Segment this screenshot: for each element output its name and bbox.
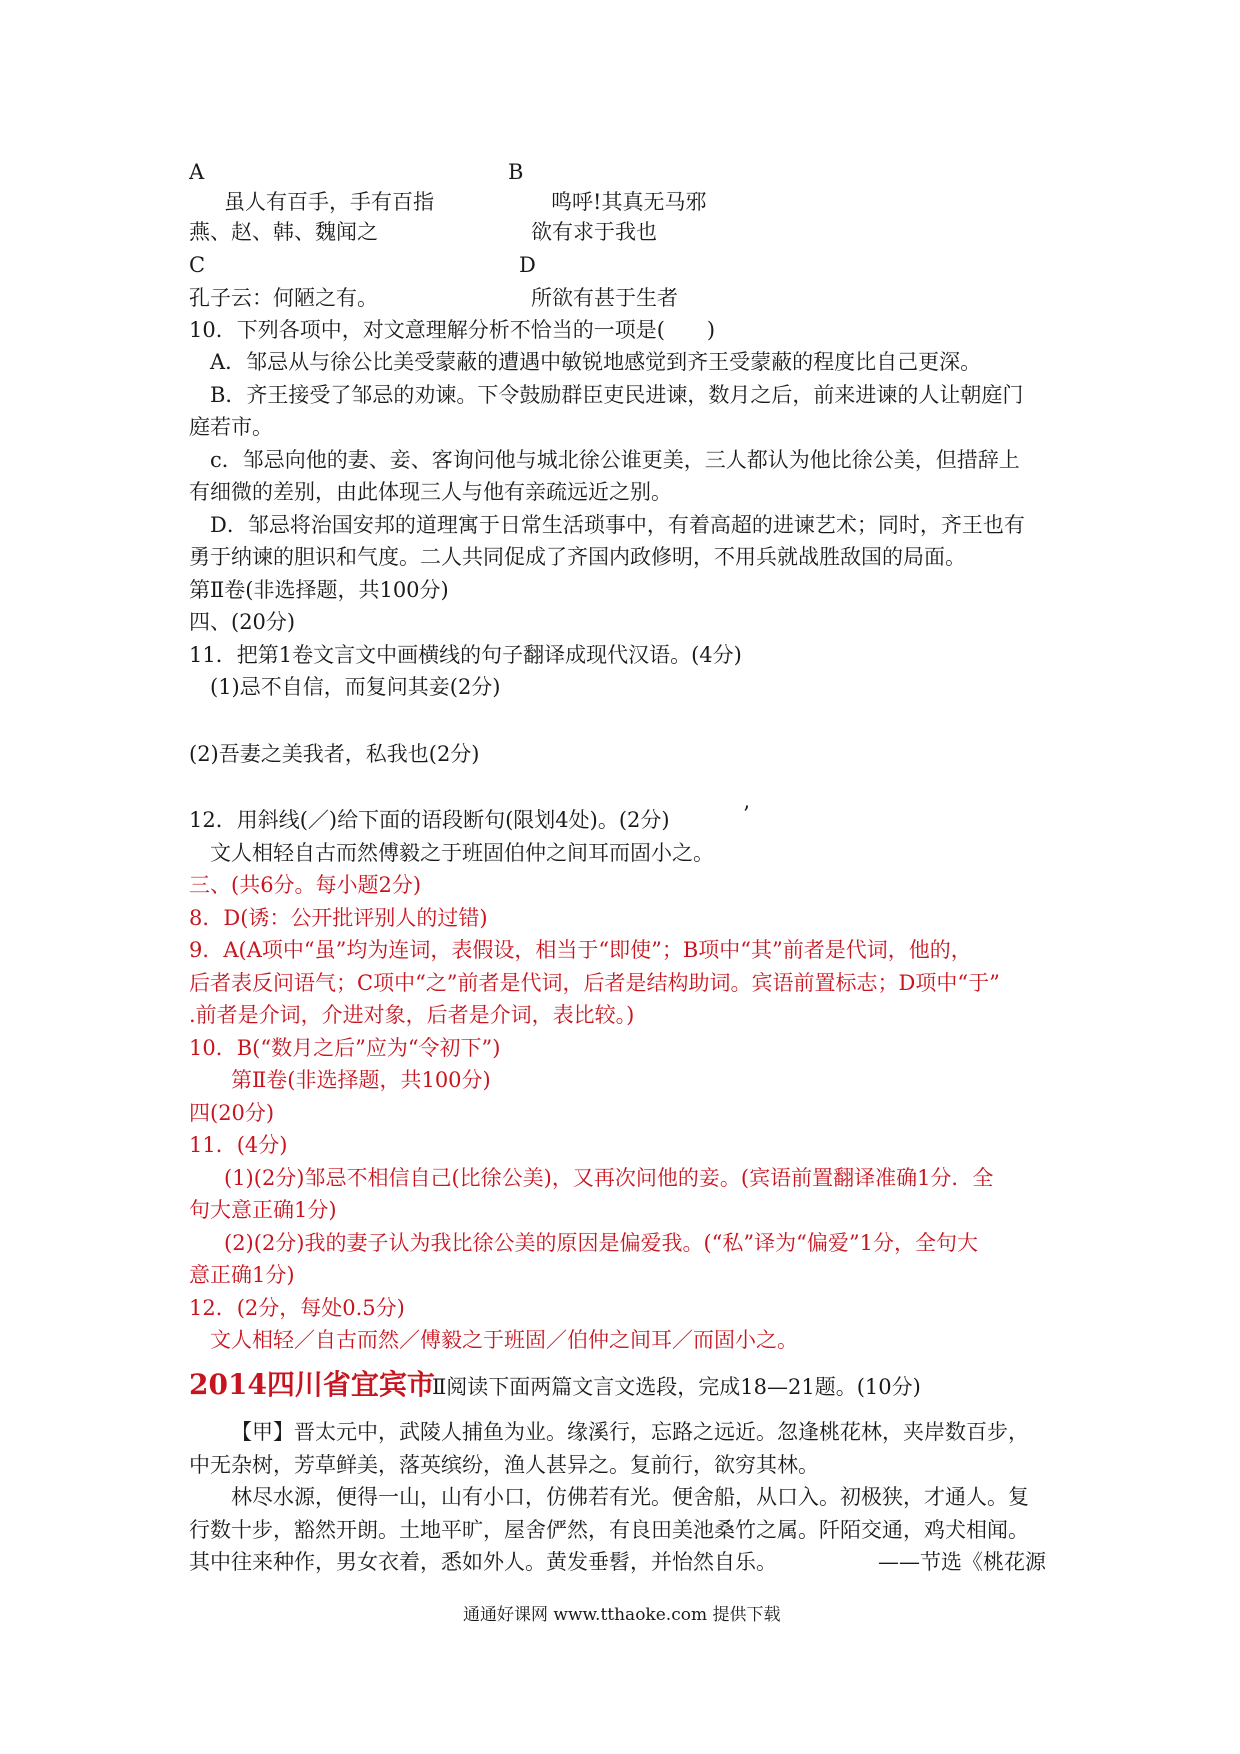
answer-9-line-2: 后者表反问语气；C项中“之”前者是代词，后者是结构助词。宾语前置标志；D项中“于” bbox=[189, 971, 1000, 995]
option-a-line-1: 虽人有百手，手有百指 bbox=[224, 190, 434, 214]
option-label-d: D bbox=[519, 253, 536, 277]
q12-text: 文人相轻自古而然傅毅之于班固伯仲之间耳而固小之。 bbox=[210, 841, 714, 865]
q10-stem: 10．下列各项中，对文意理解分析不恰当的一项是( ) bbox=[189, 318, 716, 342]
option-label-b: B bbox=[508, 160, 524, 184]
passage-source: ——节选《桃花源 bbox=[878, 1550, 1046, 1574]
option-label-a: A bbox=[189, 160, 205, 184]
answer-12: 12．(2分，每处0.5分) bbox=[189, 1296, 405, 1320]
passage-para2-line-2: 行数十步，豁然开朗。土地平旷，屋舍俨然，有良田美池桑竹之属。阡陌交通，鸡犬相闻。 bbox=[189, 1518, 1029, 1542]
option-b-line-1: 鸣呼!其真无马邪 bbox=[551, 190, 707, 214]
option-b-line-2: 欲有求于我也 bbox=[531, 220, 657, 244]
q11-sub-1: (1)忌不自信，而复问其妾(2分) bbox=[210, 675, 501, 699]
option-a-line-2: 燕、赵、韩、魏闻之 bbox=[189, 220, 378, 244]
passage-para2-line-3: 其中往来种作，男女衣着，悉如外人。黄发垂髫，并怡然自乐。 bbox=[189, 1550, 777, 1574]
q11-sub-2: (2)吾妻之美我者，私我也(2分) bbox=[189, 742, 480, 766]
answer-12-text: 文人相轻／自古而然／傅毅之于班固／伯仲之间耳／而固小之。 bbox=[210, 1328, 798, 1352]
q12-stray-mark: ’ bbox=[743, 802, 750, 826]
q10-option-d-line-1: D．邹忌将治国安邦的道理寓于日常生活琐事中，有着高超的进谏艺术；同时，齐王也有 bbox=[210, 513, 1025, 537]
part2-heading: 第Ⅱ卷(非选择题，共100分) bbox=[189, 578, 449, 602]
page-footer: 通通好课网 www.tthaoke.com 提供下载 bbox=[463, 1605, 781, 1625]
yibin-instruction: Ⅱ阅读下面两篇文言文选段，完成18—21题。(10分) bbox=[432, 1375, 921, 1399]
option-label-c: C bbox=[189, 253, 206, 277]
section-4-heading: 四、(20分) bbox=[189, 610, 296, 634]
q10-option-b-line-2: 庭若市。 bbox=[189, 415, 273, 439]
answer-section-3: 三、(共6分。每小题2分) bbox=[189, 873, 422, 897]
answer-11: 11．(4分) bbox=[189, 1133, 288, 1157]
q10-option-b-line-1: B．齐王接受了邹忌的劝谏。下令鼓励群臣吏民进谏，数月之后，前来进谏的人让朝庭门 bbox=[210, 383, 1024, 407]
q10-option-a: A．邹忌从与徐公比美受蒙蔽的遭遇中敏锐地感觉到齐王受蒙蔽的程度比自己更深。 bbox=[210, 350, 982, 374]
q10-option-c-line-2: 有细微的差别，由此体现三人与他有亲疏远近之别。 bbox=[189, 480, 672, 504]
passage-para2-line-1: 林尽水源，便得一山，山有小口，仿佛若有光。便舍船，从口入。初极狭，才通人。复 bbox=[231, 1485, 1029, 1509]
q11-stem: 11．把第1卷文言文中画横线的句子翻译成现代汉语。(4分) bbox=[189, 643, 742, 667]
passage-jia-line-2: 中无杂树，芳草鲜美，落英缤纷，渔人甚异之。复前行，欲穷其林。 bbox=[189, 1453, 819, 1477]
answer-8: 8．D(诱：公开批评别人的过错) bbox=[189, 906, 488, 930]
answer-9-line-3: .前者是介词，介进对象，后者是介词，表比较。) bbox=[189, 1003, 635, 1027]
answer-10: 10．B(“数月之后”应为“令初下”) bbox=[189, 1036, 501, 1060]
q12-stem: 12．用斜线(／)给下面的语段断句(限划4处)。(2分) bbox=[189, 808, 670, 832]
answer-9-line-1: 9．A(A项中“虽”均为连词，表假设，相当于“即使”；B项中“其”前者是代词，他的， bbox=[189, 938, 972, 962]
q10-option-c-line-1: c．邹忌向他的妻、妾、客询问他与城北徐公谁更美，三人都认为他比徐公美，但措辞上 bbox=[210, 448, 1020, 472]
passage-jia-line-1: 【甲】晋太元中，武陵人捕鱼为业。缘溪行，忘路之远近。忽逢桃花林，夹岸数百步， bbox=[231, 1420, 1029, 1444]
answer-section-4: 四(20分) bbox=[189, 1101, 275, 1125]
answer-11-1-line-1: (1)(2分)邹忌不相信自己(比徐公美)，又再次问他的妾。(宾语前置翻译准确1分．全 bbox=[224, 1166, 994, 1190]
answer-part2-heading: 第Ⅱ卷(非选择题，共100分) bbox=[231, 1068, 491, 1092]
q10-option-d-line-2: 勇于纳谏的胆识和气度。二人共同促成了齐国内政修明，不用兵就战胜敌国的局面。 bbox=[189, 545, 966, 569]
answer-11-2-line-1: (2)(2分)我的妻子认为我比徐公美的原因是偏爱我。(“私”译为“偏爱”1分，全句大 bbox=[224, 1231, 978, 1255]
answer-11-1-line-2: 句大意正确1分) bbox=[189, 1198, 337, 1222]
yibin-title: 2014四川省宜宾市 bbox=[189, 1368, 435, 1401]
option-d-line-1: 所欲有甚于生者 bbox=[531, 286, 678, 310]
answer-11-2-line-2: 意正确1分) bbox=[189, 1263, 295, 1287]
option-c-line-1: 孔子云：何陋之有。 bbox=[189, 286, 378, 310]
